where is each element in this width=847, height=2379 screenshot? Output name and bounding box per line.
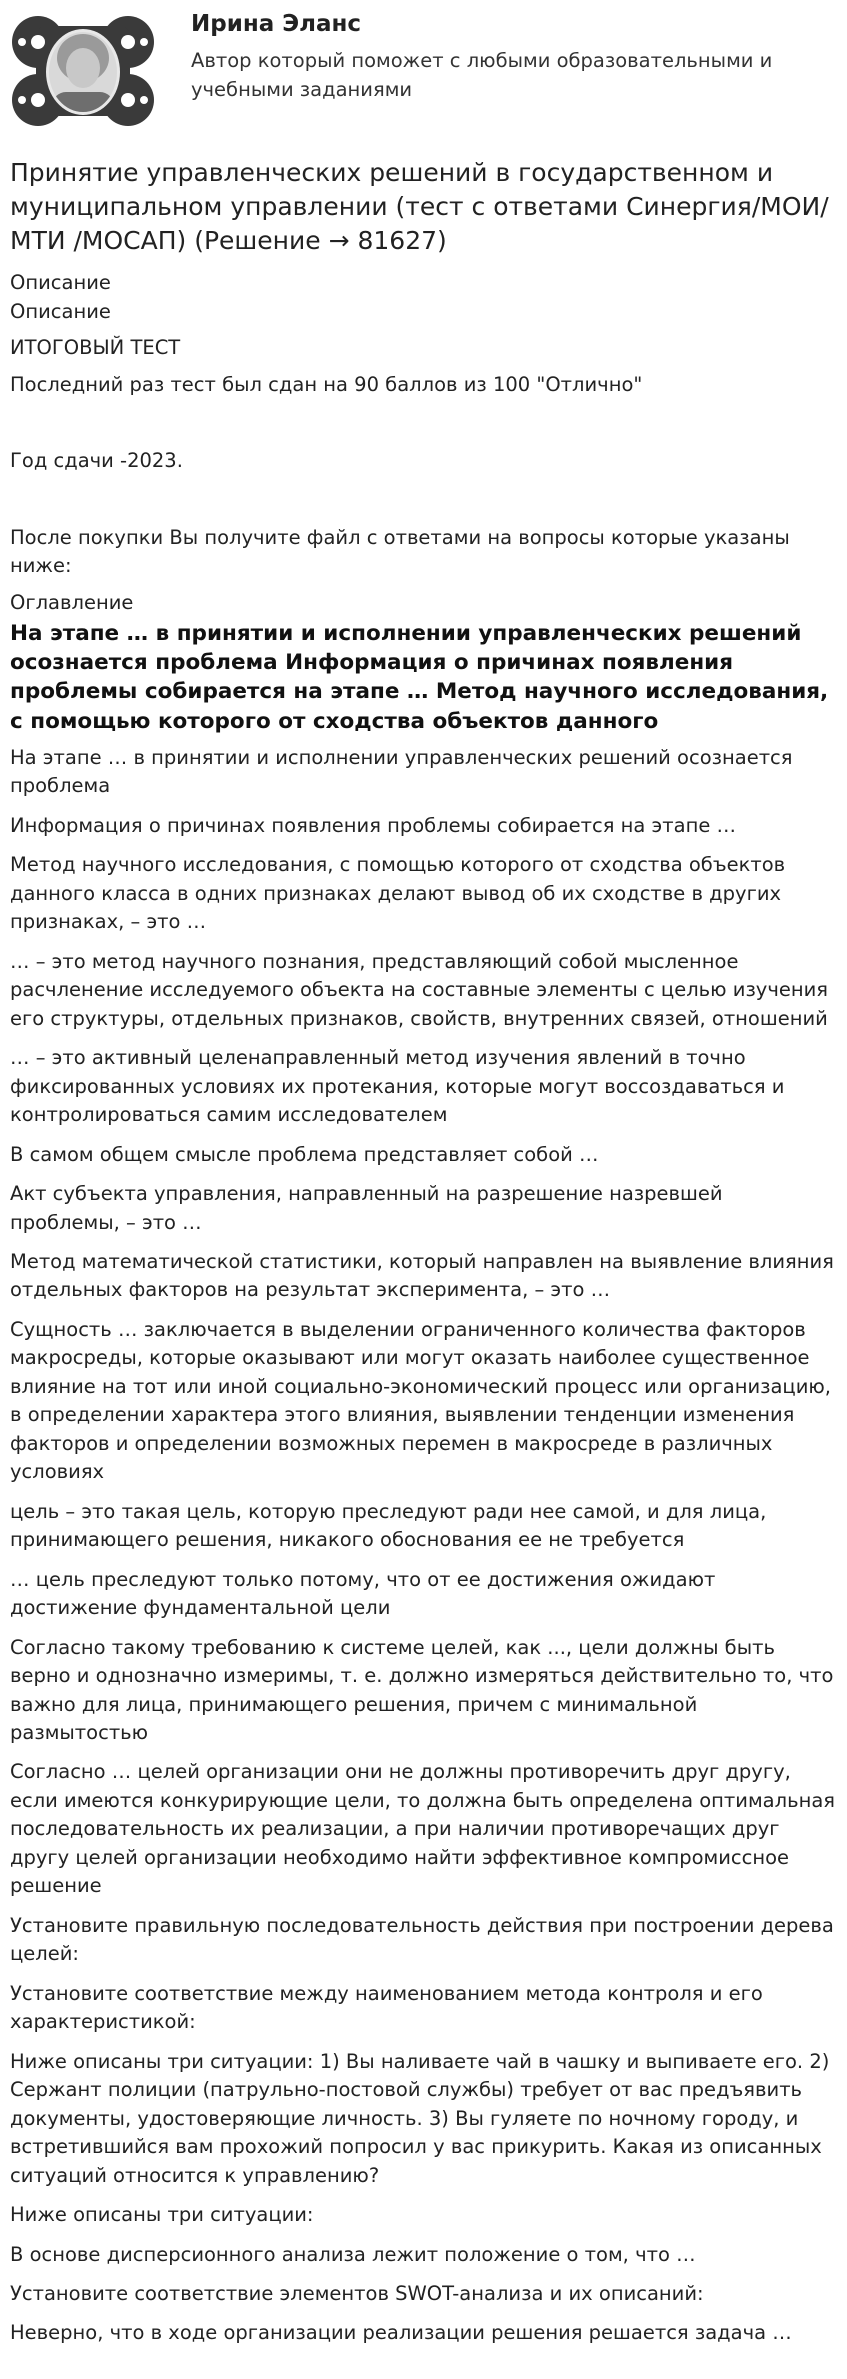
author-info: [191, 8, 791, 104]
author-description: Автор который поможет с любыми образовательными и учебными заданиями: [191, 48, 773, 102]
page-title: Принятие управленческих решений в государственном и муниципальном управлении (тест с ответами Синергия/МОИ/ МТИ /МОСАП) (Решение → 81627): [10, 158, 829, 255]
question-item: Ниже описаны три ситуации: 1) Вы наливаете чай в чашку и выпиваете его. 2) Сержант полиции (патрульно-постовой службы) требует от вас предъявить документы, удостоверяющие личность. 3) Вы гуляете по ночному городу, и встретившийся вам прохожий попросил у вас прикурить. Какая из описанных ситуаций относится к управлению?: [10, 2049, 830, 2187]
author-avatar[interactable]: [8, 8, 158, 134]
description-label: Описание: [10, 271, 111, 295]
question-item: цель – это такая цель, которую преследуют ради нее самой, и для лица, принимающего решения, никакого обоснования ее не требуется: [10, 1499, 767, 1552]
author-block: [10, 0, 837, 138]
toc-heading: На этапе … в принятии и исполнении управленческих решений осознается проблема Информация о причинах появления проблемы собирается на этапе … Метод научного исследования, с помощью которого от сходства объектов данного: [10, 621, 829, 734]
question-item: Согласно такому требованию к системе целей, как ..., цели должны быть верно и однозначно измеримы, т. е. должно измеряться действительно то, что важно для лица, принимающего решения, причем с минимальной размытостью: [10, 1635, 834, 1744]
question-item: Установите правильную последовательность действия при построении дерева целей:: [10, 1913, 834, 1966]
toc-label: Оглавление: [10, 590, 134, 614]
question-item: Сущность … заключается в выделении ограниченного количества факторов макросреды, которые оказывают или могут оказать наиболее существенное влияние на тот или иной социально-экономический процесс или организацию, в определении характера этого влияния, выявлении тенденции изменения факторов и определении возможных перемен в макросреде в различных условиях: [10, 1317, 831, 1484]
question-item: Информация о причинах появления проблемы собирается на этапе …: [10, 813, 737, 837]
question-item: Ниже описаны три ситуации:: [10, 2203, 314, 2227]
year-text: Год сдачи -2023.: [10, 449, 183, 473]
spacer: [10, 484, 837, 516]
question-item: В основе дисперсионного анализа лежит положение о том, что …: [10, 2242, 696, 2266]
question-item: Неверно, что в ходе организации реализации решения решается задача …: [10, 2321, 792, 2345]
question-item: Согласно … целей организации они не должны противоречить друг другу, если имеются конкурирующие цели, то должна быть определена оптимальная последовательность их реализации, а при наличии противоречащих друг другу целей организации необходимо найти эффективное компромиссное решение: [10, 1760, 836, 1898]
description-label-secondary: Описание: [10, 299, 111, 323]
question-item: В самом общем смысле проблема представляет собой …: [10, 1142, 599, 1166]
author-name[interactable]: Ирина Эланс: [191, 11, 362, 37]
question-item: Установите соответствие между наименованием метода контроля и его характеристикой:: [10, 1981, 763, 2034]
after-purchase-text: После покупки Вы получите файл с ответами на вопросы которые указаны ниже:: [10, 525, 790, 578]
question-item: Акт субъекта управления, направленный на разрешение назревшей проблемы, – это …: [10, 1182, 723, 1234]
final-test-text: ИТОГОВЫЙ ТЕСТ: [10, 336, 181, 360]
question-item: Метод математической статистики, который направлен на выявление влияния отдельных факторов на результат эксперимента, – это …: [10, 1249, 834, 1302]
questions-list: [10, 744, 837, 2348]
question-item: Установите соответствие элементов SWOT-анализа и их описаний:: [10, 2281, 704, 2305]
question-item: Метод научного исследования, с помощью которого от сходства объектов данного класса в одних признаках делают вывод об их сходстве в других признаках, – это …: [10, 853, 786, 934]
question-item: … цель преследуют только потому, что от ее достижения ожидают достижение фундаментальной цели: [10, 1567, 716, 1620]
last-result-text: Последний раз тест был сдан на 90 баллов из 100 "Отлично": [10, 372, 643, 396]
question-item: … – это метод научного познания, представляющий собой мысленное расчленение исследуемого объекта на составные элементы с целью изучения его структуры, отдельных признаков, свойств, внутренних связей, отношений: [10, 949, 829, 1030]
question-item: На этапе … в принятии и исполнении управленческих решений осознается проблема: [10, 745, 793, 798]
question-item: … – это активный целенаправленный метод изучения явлений в точно фиксированных условиях их протекания, которые могут воссоздаваться и контролироваться самим исследователем: [10, 1046, 785, 1127]
spacer: [10, 407, 837, 439]
